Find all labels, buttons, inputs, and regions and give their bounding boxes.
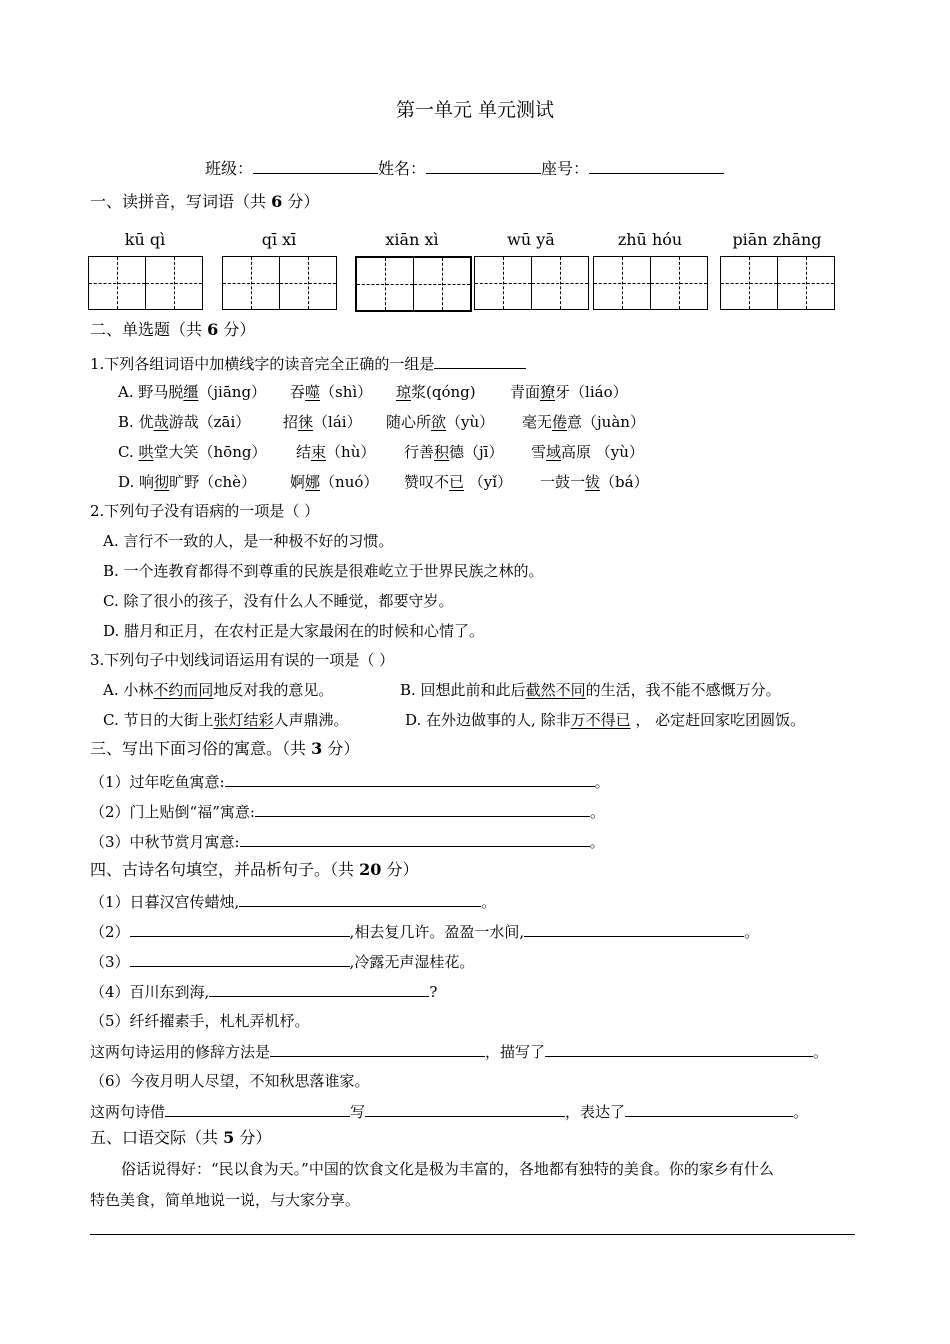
section-2-heading: 二、单选题（共 6 分）	[90, 320, 256, 339]
describe-blank[interactable]	[545, 1041, 813, 1057]
section-1-heading: 一、读拼音，写词语（共 6 分）	[90, 192, 320, 211]
q1-option-a-word-4: 青面獠牙（liáo）	[510, 383, 628, 401]
q1-option-b-word-4: 毫无倦意（juàn）	[522, 413, 645, 431]
express-blank[interactable]	[625, 1101, 793, 1117]
writing-grid-6[interactable]	[720, 256, 835, 310]
poem-line-2: （2） ,相去复几许。盈盈一水间, 。	[90, 923, 760, 941]
q1-option-c[interactable]: C. 哄堂大笑（hōng）	[118, 443, 267, 461]
poem-2b-blank[interactable]	[524, 921, 744, 937]
page-title: 第一单元 单元测试	[395, 99, 555, 121]
poem-line-6: （6）今夜月明人尽望，不知秋思落谁家。	[90, 1072, 370, 1090]
answer-line[interactable]	[90, 1234, 855, 1235]
poem-line-5: （5）纤纤擢素手，札札弄机杼。	[90, 1012, 310, 1030]
q3-option-b[interactable]: B. 回想此前和此后截然不同的生活，我不能不感慨万分。	[400, 681, 781, 699]
q1-option-c-word-2: 结束（hù）	[296, 443, 376, 461]
poem-line-3: （3） ,冷露无声湿桂花。	[90, 953, 475, 971]
oral-prompt-line-2: 特色美食，简单地说一说，与大家分享。	[90, 1191, 361, 1209]
q1-option-d-word-3: 赞叹不已 （yǐ）	[404, 473, 513, 491]
pinyin-5: zhū hóu	[617, 230, 683, 249]
custom-meaning-3-blank[interactable]	[240, 831, 590, 847]
question-1-stem: 1.下列各组词语中加横线字的读音完全正确的一组是	[90, 353, 526, 374]
q1-option-b[interactable]: B. 优哉游哉（zāi）	[118, 413, 251, 431]
section-3-heading: 三、写出下面习俗的寓意。（共 3 分）	[90, 739, 360, 758]
q1-option-a[interactable]: A. 野马脱缰（jiāng）	[118, 383, 267, 401]
section-4-heading: 四、古诗名句填空，并品析句子。（共 20 分）	[90, 860, 419, 879]
name-label: 姓名：	[378, 159, 427, 178]
writing-grid-4[interactable]	[474, 256, 589, 310]
q1-answer-blank[interactable]	[434, 353, 526, 369]
q1-option-c-word-3: 行善积德（jī）	[404, 443, 504, 461]
borrow-blank[interactable]	[165, 1101, 350, 1117]
q1-option-b-word-3: 随心所欲（yù）	[386, 413, 495, 431]
q2-option-d[interactable]: D. 腊月和正月，在农村正是大家最闲在的时候和心情了。	[103, 622, 485, 640]
poem-6-question: 这两句诗借 写 ，表达了 。	[90, 1103, 809, 1121]
pinyin-4: wū yā	[507, 230, 555, 249]
section-5-heading: 五、口语交际（共 5 分）	[90, 1128, 272, 1147]
seat-blank[interactable]	[589, 158, 724, 174]
poem-4-blank[interactable]	[209, 981, 429, 997]
writing-grid-5[interactable]	[593, 256, 708, 310]
pinyin-3: xiān xì	[385, 230, 439, 249]
poem-2a-blank[interactable]	[130, 921, 350, 937]
q1-option-a-word-2: 吞噬（shì）	[290, 383, 373, 401]
writing-grid-1[interactable]	[88, 256, 203, 310]
writing-grid-2[interactable]	[222, 256, 337, 310]
class-label: 班级：	[205, 159, 254, 178]
q1-option-d-word-4: 一鼓一钹（bá）	[540, 473, 649, 491]
q1-option-d[interactable]: D. 响彻旷野（chè）	[118, 473, 257, 491]
student-info	[205, 158, 724, 179]
q2-option-c[interactable]: C. 除了很小的孩子，没有什么人不睡觉，都要守岁。	[103, 592, 454, 610]
custom-meaning-1: （1）过年吃鱼寓意: 。	[90, 773, 610, 791]
pinyin-2: qī xī	[261, 230, 297, 249]
poem-5-question: 这两句诗运用的修辞方法是 ，描写了 。	[90, 1043, 829, 1061]
q1-option-d-word-2: 婀娜（nuó）	[290, 473, 379, 491]
rhetoric-blank[interactable]	[270, 1041, 485, 1057]
class-blank[interactable]	[253, 158, 378, 174]
q1-option-b-word-2: 招徕（lái）	[283, 413, 362, 431]
q2-option-a[interactable]: A. 言行不一致的人，是一种极不好的习惯。	[103, 532, 394, 550]
q2-option-b[interactable]: B. 一个连教育都得不到尊重的民族是很难屹立于世界民族之林的。	[103, 562, 544, 580]
pinyin-6: piān zhāng	[732, 230, 822, 249]
q3-option-a[interactable]: A. 小林不约而同地反对我的意见。	[103, 681, 334, 699]
question-3-stem: 3.下列句子中划线词语运用有误的一项是（ ）	[90, 651, 395, 669]
oral-prompt-line-1: 俗话说得好：“民以食为天。”中国的饮食文化是极为丰富的，各地都有独特的美食。你的家乡有什么	[121, 1160, 774, 1178]
q1-option-c-word-4: 雪域高原 （yù）	[531, 443, 644, 461]
poem-line-1: （1）日暮汉宫传蜡烛, 。	[90, 893, 497, 911]
pinyin-1: kū qì	[124, 230, 166, 249]
seat-label: 座号：	[541, 159, 590, 178]
q1-option-a-word-3: 琼浆(qóng)	[396, 383, 476, 401]
name-blank[interactable]	[426, 158, 541, 174]
custom-meaning-2-blank[interactable]	[255, 801, 590, 817]
writing-grid-3[interactable]	[355, 256, 472, 312]
q3-option-d[interactable]: D. 在外边做事的人, 除非万不得已 ， 必定赶回家吃团圆饭。	[405, 711, 806, 729]
poem-3-blank[interactable]	[130, 951, 350, 967]
custom-meaning-3: （3）中秋节赏月寓意: 。	[90, 833, 605, 851]
custom-meaning-1-blank[interactable]	[225, 771, 595, 787]
poem-1-blank[interactable]	[239, 891, 481, 907]
question-2-stem: 2.下列句子没有语病的一项是（ ）	[90, 502, 320, 520]
poem-line-4: （4）百川东到海, ?	[90, 983, 438, 1001]
q3-option-c[interactable]: C. 节日的大街上张灯结彩人声鼎沸。	[103, 711, 349, 729]
write-blank[interactable]	[365, 1101, 565, 1117]
custom-meaning-2: （2）门上贴倒“福”寓意: 。	[90, 803, 605, 821]
